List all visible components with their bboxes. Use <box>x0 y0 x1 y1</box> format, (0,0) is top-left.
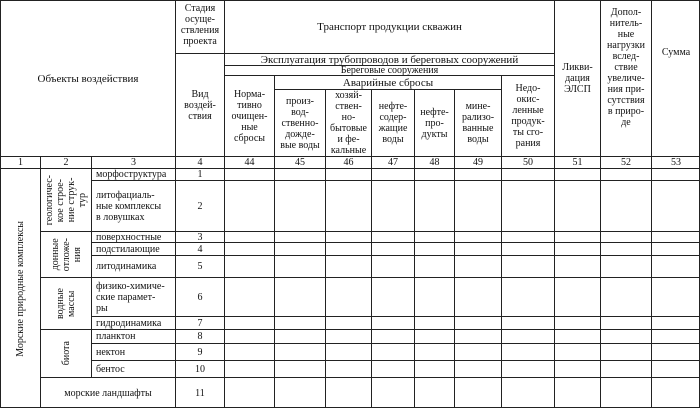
header-elsp: Ликви- дация ЭЛСП <box>554 0 600 156</box>
data-cell <box>224 377 274 408</box>
data-cell <box>274 180 325 231</box>
col-number: 3 <box>91 156 175 168</box>
data-cell <box>274 377 325 408</box>
col-number: 4 <box>175 156 224 168</box>
data-cell <box>454 242 501 255</box>
data-cell <box>325 377 371 408</box>
group-geo-cell <box>40 168 91 231</box>
data-cell <box>501 242 554 255</box>
col-number: 47 <box>371 156 414 168</box>
row-number: 7 <box>175 316 224 329</box>
data-cell <box>501 360 554 377</box>
data-cell <box>414 180 454 231</box>
data-cell <box>371 343 414 360</box>
group-bottom-label: донные отложе- ния <box>49 237 83 272</box>
col-number: 2 <box>40 156 91 168</box>
data-cell <box>600 168 651 180</box>
data-cell <box>274 277 325 316</box>
header-pipelines: Эксплуатация трубопроводов и береговых сооружений <box>224 53 554 65</box>
row-label: литофациаль- ные комплексы в ловушках <box>91 180 175 231</box>
row-number: 5 <box>175 255 224 277</box>
data-cell <box>600 255 651 277</box>
header-additional: Допол- нитель- ные нагрузки вслед- ствие увеличе- ния при- сутствия в приро- де <box>600 0 651 156</box>
data-cell <box>651 329 700 343</box>
header-objects: Объекты воздействия <box>0 0 175 156</box>
data-cell <box>325 231 371 242</box>
data-cell <box>224 329 274 343</box>
data-cell <box>600 377 651 408</box>
data-cell <box>651 242 700 255</box>
col-number: 44 <box>224 156 274 168</box>
data-cell <box>325 329 371 343</box>
data-cell <box>371 255 414 277</box>
data-cell <box>274 360 325 377</box>
data-cell <box>454 329 501 343</box>
data-cell <box>371 377 414 408</box>
header-oily-water: нефте- содер- жащие воды <box>371 89 414 156</box>
data-cell <box>600 329 651 343</box>
data-cell <box>224 316 274 329</box>
data-cell <box>454 168 501 180</box>
data-cell <box>600 316 651 329</box>
data-cell <box>224 360 274 377</box>
data-cell <box>414 277 454 316</box>
header-production-water: произ- вод- ственно- дожде- вые воды <box>274 89 325 156</box>
data-cell <box>224 168 274 180</box>
group-bottom-cell <box>40 231 91 277</box>
data-cell <box>454 343 501 360</box>
data-cell <box>454 231 501 242</box>
data-cell <box>501 168 554 180</box>
data-cell <box>414 231 454 242</box>
data-cell <box>274 168 325 180</box>
data-cell <box>600 277 651 316</box>
data-cell <box>371 360 414 377</box>
row-number: 6 <box>175 277 224 316</box>
data-cell <box>454 360 501 377</box>
header-sum: Сумма <box>651 0 700 156</box>
data-cell <box>224 180 274 231</box>
data-cell <box>600 231 651 242</box>
data-cell <box>414 329 454 343</box>
data-cell <box>651 255 700 277</box>
data-cell <box>414 360 454 377</box>
data-cell <box>371 277 414 316</box>
data-cell <box>325 168 371 180</box>
data-cell <box>371 231 414 242</box>
data-cell <box>325 343 371 360</box>
marine-complexes-cell <box>0 168 40 408</box>
data-cell <box>325 242 371 255</box>
data-cell <box>371 168 414 180</box>
data-cell <box>501 343 554 360</box>
data-cell <box>554 242 600 255</box>
data-cell <box>554 329 600 343</box>
data-cell <box>501 255 554 277</box>
data-cell <box>600 242 651 255</box>
col-number: 50 <box>501 156 554 168</box>
row-number: 1 <box>175 168 224 180</box>
data-cell <box>454 255 501 277</box>
data-cell <box>501 231 554 242</box>
header-household-water: хозяй- ствен- но- бытовые и фе- кальные <box>325 89 371 156</box>
data-cell <box>224 255 274 277</box>
row-label: подстилающие <box>91 242 175 255</box>
data-cell <box>274 255 325 277</box>
data-cell <box>454 377 501 408</box>
row-number-landscapes: 11 <box>175 377 224 408</box>
row-label: гидродинамика <box>91 316 175 329</box>
data-cell <box>501 377 554 408</box>
data-cell <box>651 360 700 377</box>
data-cell <box>600 180 651 231</box>
col-number: 46 <box>325 156 371 168</box>
data-cell <box>454 180 501 231</box>
row-label: физико-химиче- ские парамет- ры <box>91 277 175 316</box>
data-cell <box>224 277 274 316</box>
data-cell <box>554 360 600 377</box>
row-number: 2 <box>175 180 224 231</box>
data-cell <box>554 343 600 360</box>
data-cell <box>501 277 554 316</box>
data-cell <box>554 168 600 180</box>
row-label: бентос <box>91 360 175 377</box>
data-cell <box>651 168 700 180</box>
row-label: поверхностные <box>91 231 175 242</box>
header-stage: Стадия осуще- ствления проекта <box>175 0 224 53</box>
col-number: 52 <box>600 156 651 168</box>
row-number: 3 <box>175 231 224 242</box>
data-cell <box>325 277 371 316</box>
header-emergency: Аварийные сбросы <box>274 75 501 89</box>
data-cell <box>454 316 501 329</box>
data-cell <box>501 329 554 343</box>
data-cell <box>224 242 274 255</box>
col-number: 53 <box>651 156 700 168</box>
group-biota-cell <box>40 329 91 377</box>
data-cell <box>651 316 700 329</box>
group-water-label: водные массы <box>55 288 77 319</box>
header-normative: Норма- тивно очищен- ные сбросы <box>224 75 274 156</box>
data-cell <box>325 180 371 231</box>
row-number: 9 <box>175 343 224 360</box>
data-cell <box>414 168 454 180</box>
data-cell <box>554 316 600 329</box>
data-cell <box>651 277 700 316</box>
data-cell <box>224 343 274 360</box>
data-cell <box>501 180 554 231</box>
data-cell <box>651 343 700 360</box>
data-cell <box>554 180 600 231</box>
col-number: 48 <box>414 156 454 168</box>
row-label-landscapes: морские ландшафты <box>40 377 175 408</box>
data-cell <box>651 180 700 231</box>
data-cell <box>600 360 651 377</box>
row-label: морфоструктура <box>91 168 175 180</box>
data-cell <box>414 255 454 277</box>
data-cell <box>274 242 325 255</box>
data-cell <box>325 316 371 329</box>
data-cell <box>224 231 274 242</box>
data-cell <box>371 316 414 329</box>
row-label: литодинамика <box>91 255 175 277</box>
data-cell <box>651 231 700 242</box>
header-mineral-water: мине- рализо- ванные воды <box>454 89 501 156</box>
header-underoxidized: Недо- окис- ленные продук- ты сго- рания <box>501 75 554 156</box>
data-cell <box>325 360 371 377</box>
data-cell <box>371 329 414 343</box>
col-number: 49 <box>454 156 501 168</box>
data-cell <box>371 242 414 255</box>
data-cell <box>651 377 700 408</box>
header-coastal: Береговые сооружения <box>224 65 554 75</box>
data-cell <box>414 343 454 360</box>
data-cell <box>501 316 554 329</box>
col-number: 45 <box>274 156 325 168</box>
marine-complexes-label: Морские природные комплексы <box>15 220 26 357</box>
data-cell <box>325 255 371 277</box>
data-cell <box>274 231 325 242</box>
row-number: 8 <box>175 329 224 343</box>
data-cell <box>274 316 325 329</box>
col-number: 1 <box>0 156 40 168</box>
header-transport: Транспорт продукции скважин <box>224 0 554 53</box>
row-number: 4 <box>175 242 224 255</box>
data-cell <box>554 277 600 316</box>
data-cell <box>454 277 501 316</box>
row-label: планктон <box>91 329 175 343</box>
col-number: 51 <box>554 156 600 168</box>
data-cell <box>274 329 325 343</box>
header-impact-type: Вид воздей- ствия <box>175 53 224 156</box>
data-cell <box>414 377 454 408</box>
row-label: нектон <box>91 343 175 360</box>
data-cell <box>600 343 651 360</box>
data-cell <box>414 242 454 255</box>
data-cell <box>414 316 454 329</box>
data-cell <box>554 231 600 242</box>
row-number: 10 <box>175 360 224 377</box>
data-cell <box>274 343 325 360</box>
data-cell <box>371 180 414 231</box>
header-oil-products: нефте- про- дукты <box>414 89 454 156</box>
data-cell <box>554 255 600 277</box>
group-water-cell <box>40 277 91 329</box>
data-cell <box>554 377 600 408</box>
group-geo-label: геологичес- кое строе- ние струк- тур <box>44 174 88 226</box>
group-biota-label: биота <box>60 341 72 366</box>
